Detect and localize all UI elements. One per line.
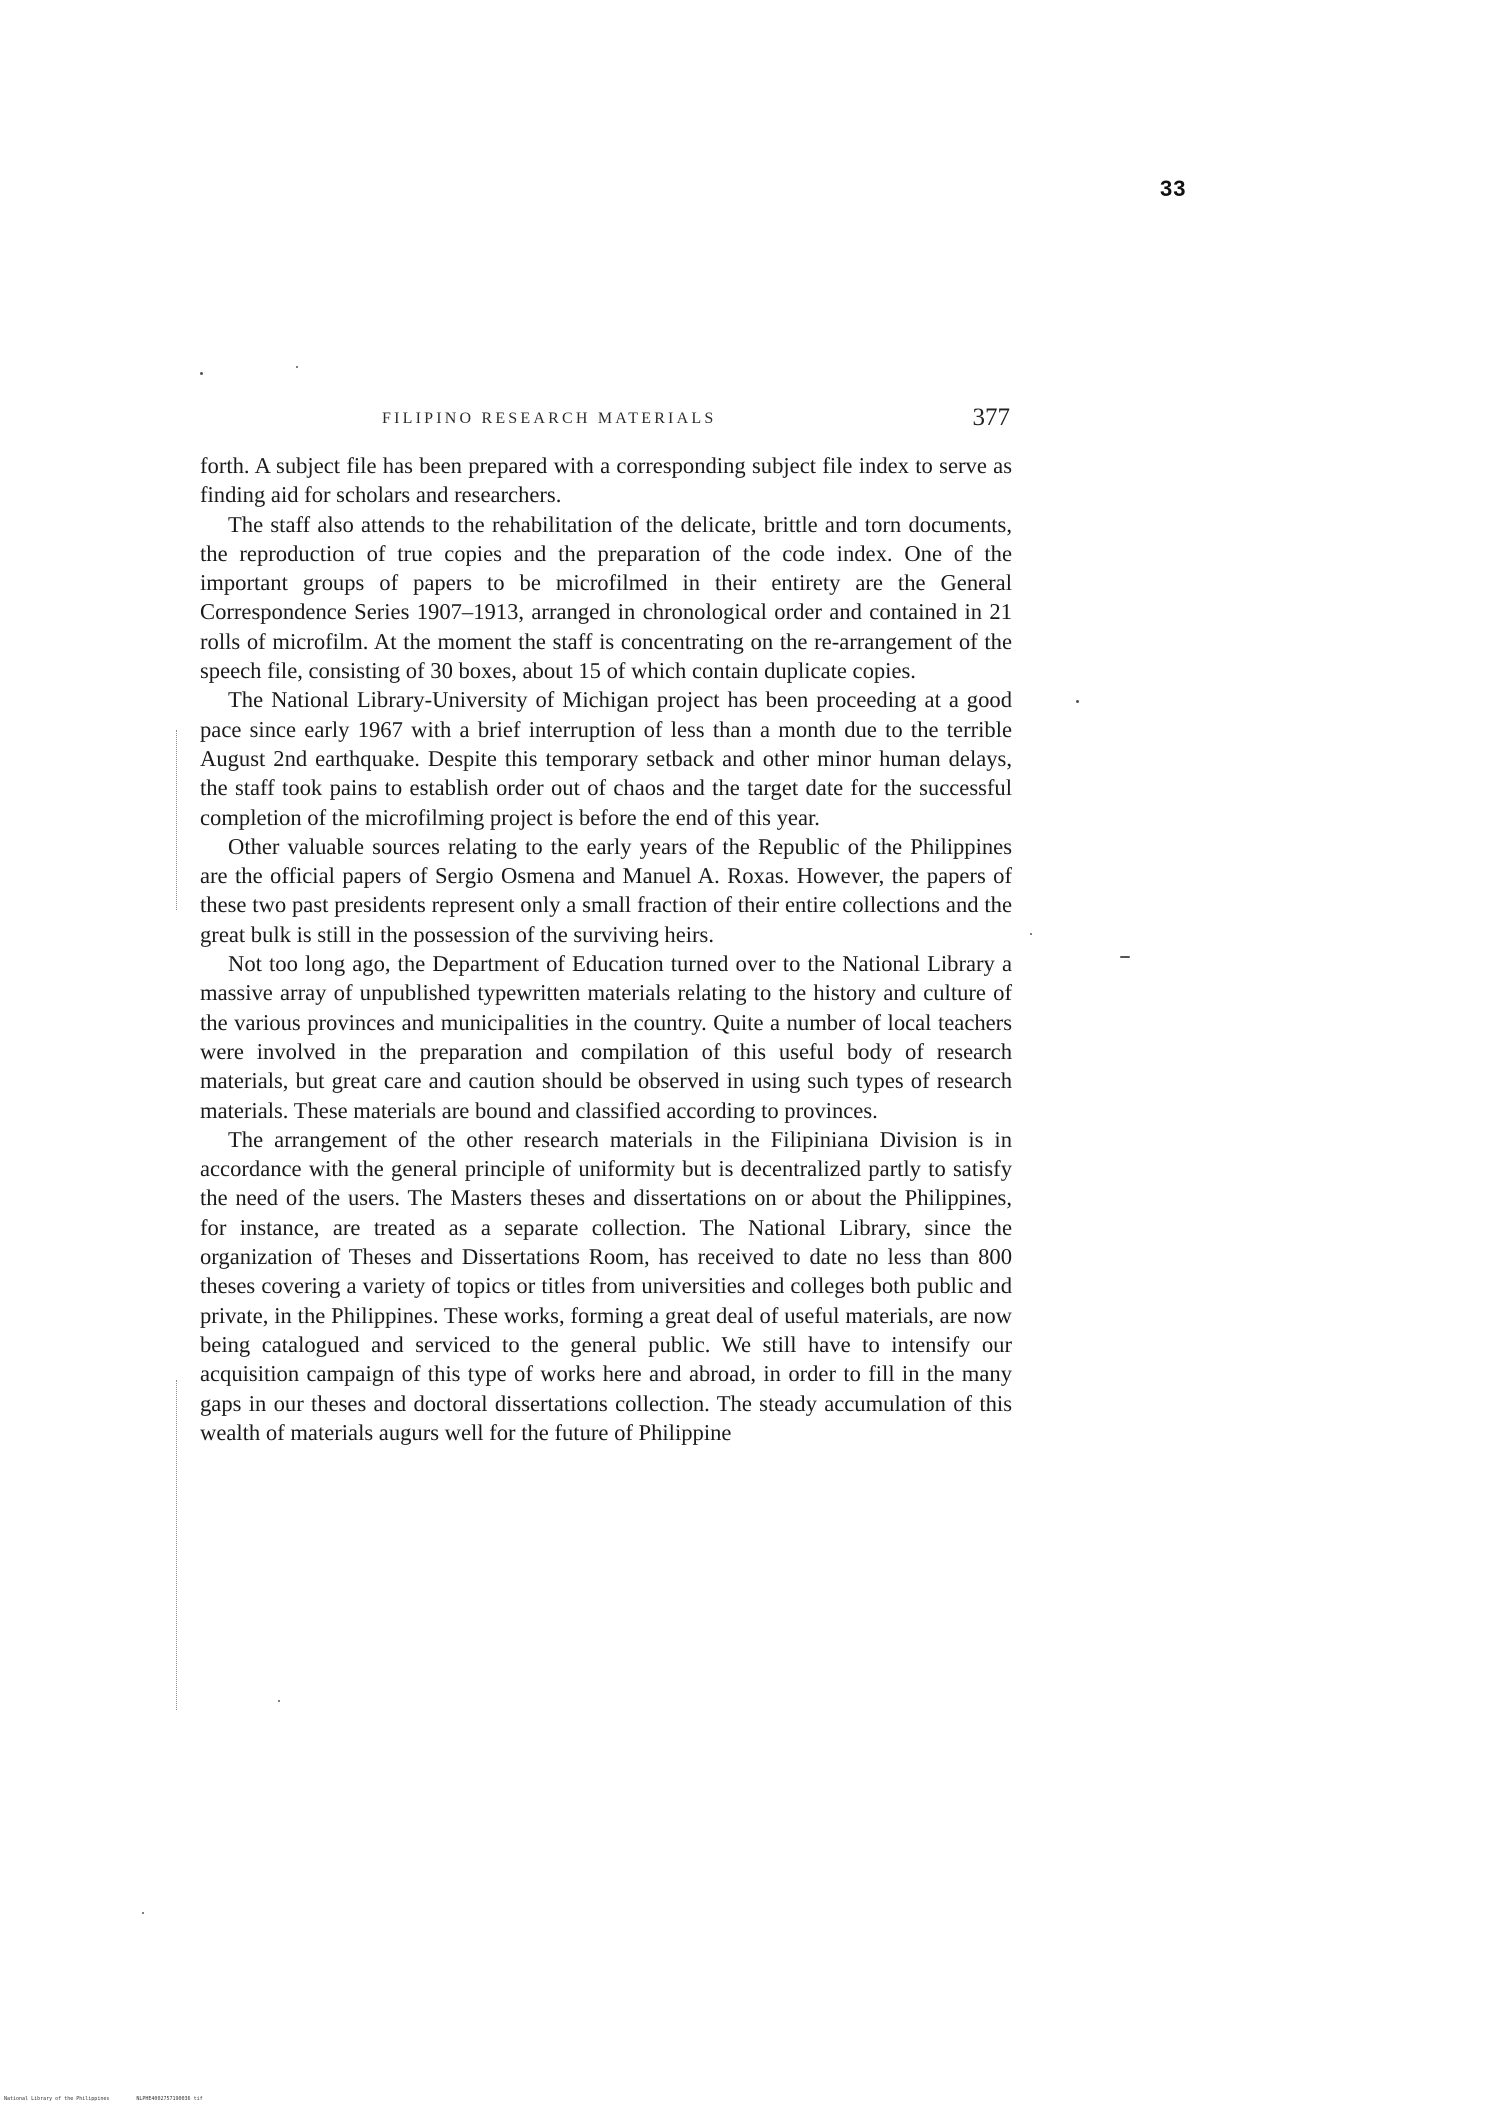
margin-scan-marks [176, 730, 183, 910]
scan-speck [1120, 956, 1130, 958]
footer-code: NLPHE4002757190036 tif [136, 2096, 203, 2102]
paragraph: forth. A subject file has been prepared with a corresponding subject file index to serve as finding aid for scholars and researchers. [200, 453, 1012, 508]
paragraph: Other valuable sources relating to the early years of the Republic of the Philippines are the official papers of Sergio Osmena and Manuel A. Roxas. However, the papers of these two past presidents represent only a small fraction of their entire collections and the great bulk is still in the possession of the surviving heirs. [200, 833, 1012, 947]
paragraph: The National Library-University of Michigan project has been proceeding at a good pace since early 1967 with a brief interruption of less than a month due to the terrible August 2nd earthquake. Despite this temporary setback and other minor human delays, the staff took pains to establish order out of chaos and the target date for the successful completion of the microfilming project is before the end of this year. [200, 687, 1012, 830]
scan-speck [1076, 700, 1079, 703]
running-title: FILIPINO RESEARCH MATERIALS [382, 410, 717, 427]
scan-speck [296, 366, 298, 368]
body-text [200, 451, 1012, 1447]
running-header [382, 404, 1010, 440]
scan-speck [142, 1912, 144, 1914]
scan-speck [278, 1700, 280, 1702]
book-page-number: 377 [972, 404, 1010, 431]
paragraph: The staff also attends to the rehabilitation of the delicate, brittle and torn documents, the reproduction of true copies and the preparation of the code index. One of the important groups of papers to be microfilmed in their entirety are the General Correspondence Series 1907–1913, arranged in chronological order and contained in 21 rolls of microfilm. At the moment the staff is concentrating on the re-arrangement of the speech file, consisting of 30 boxes, about 15 of which contain duplicate copies. [200, 511, 1012, 684]
paragraph: The arrangement of the other research materials in the Filipiniana Division is in accordance with the general principle of uniformity but is decentralized partly to satisfy the need of the users. The Masters theses and dissertations on or about the Philippines, for instance, are treated as a separate collection. The National Library, since the organization of Theses and Dissertations Room, has received to date no less than 800 theses covering a variety of topics or titles from universities and colleges both public and private, in the Philippines. These works, forming a great deal of useful materials, are now being catalogued and serviced to the general public. We still have to intensify our acquisition campaign of this type of works here and abroad, in order to fill in the many gaps in our theses and doctoral dissertations collection. The steady accumulation of this wealth of materials augurs well for the future of Philippine [200, 1126, 1012, 1445]
footer-institution: National Library of the Philippines [4, 2096, 110, 2102]
margin-scan-marks [176, 1380, 183, 1710]
scan-speck [1030, 933, 1032, 935]
paragraph: Not too long ago, the Department of Education turned over to the National Library a massive array of unpublished typewritten materials relating to the history and culture of the various provinces and municipalities in the country. Quite a number of local teachers were involved in the preparation and compilation of this useful body of research materials, but great care and caution should be observed in using such types of research materials. These materials are bound and classified according to provinces. [200, 951, 1012, 1123]
scan-footer [4, 2096, 227, 2102]
scan-speck [200, 372, 203, 375]
scan-page-number: 33 [1160, 176, 1187, 201]
